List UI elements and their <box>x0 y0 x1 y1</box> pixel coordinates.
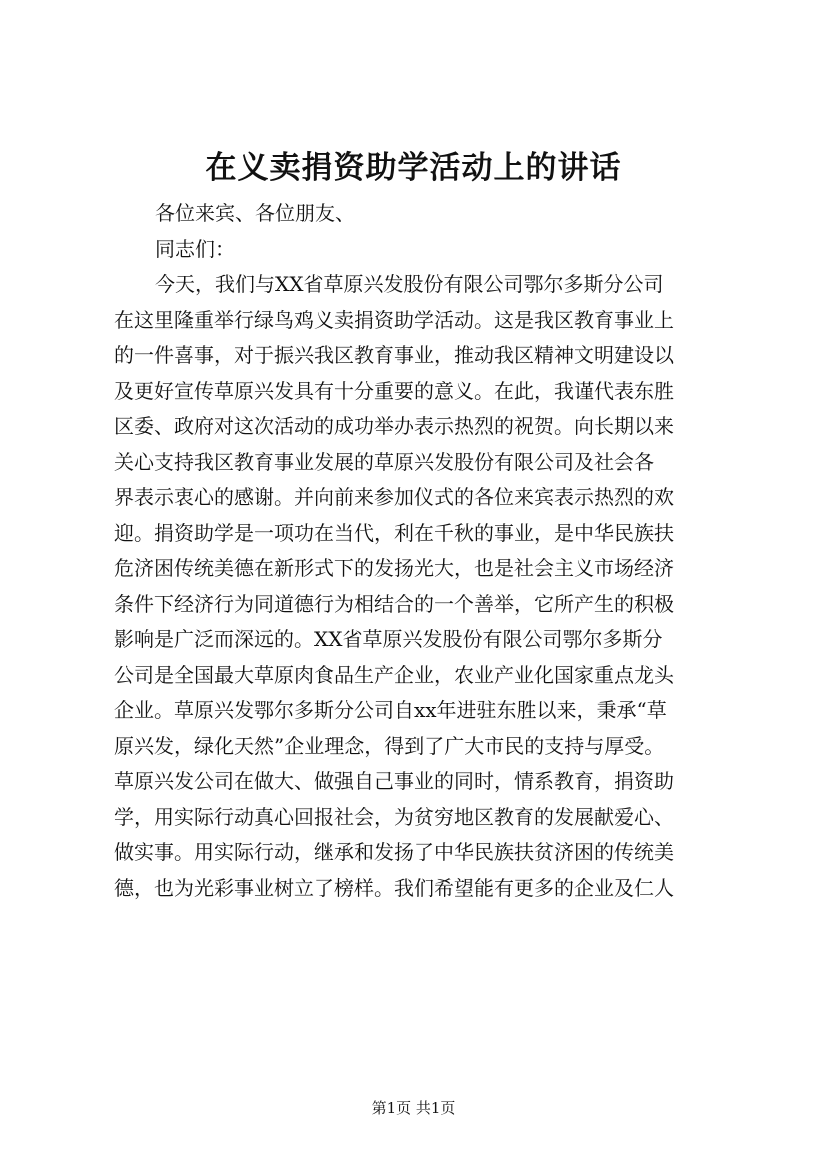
body-line: 原兴发，绿化天然”企业理念，得到了广大市民的支持与厚受。 <box>114 733 665 758</box>
body-line: 学，用实际行动真心回报社会，为贫穷地区教育的发展献爱心、 <box>114 804 674 829</box>
body-line: 做实事。用实际行动，继承和发扬了中华民族扶贫济困的传统美 <box>114 840 674 864</box>
body-line: 公司是全国最大草原肉食品生产企业，农业产业化国家重点龙头 <box>114 662 674 687</box>
body-line-paragraph-start: 今天，我们与XX省草原兴发股份有限公司鄂尔多斯分公司 <box>155 272 664 296</box>
body-line: 影响是广泛而深远的。XX省草原兴发股份有限公司鄂尔多斯分 <box>114 627 663 651</box>
body-line: 德，也为光彩事业树立了榜样。我们希望能有更多的企业及仁人 <box>114 875 674 900</box>
body-line: 的一件喜事，对于振兴我区教育事业，推动我区精神文明建设以 <box>114 343 674 367</box>
body-line: 草原兴发公司在做大、做强自己事业的同时，情系教育，捐资助 <box>114 769 674 793</box>
body-line: 区委、政府对这次活动的成功举办表示热烈的祝贺。向长期以来 <box>114 414 674 438</box>
body-line-salutation-1: 各位来宾、各位朋友、 <box>155 201 355 225</box>
body-line: 在这里隆重举行绿鸟鸡义卖捐资助学活动。这是我区教育事业上 <box>114 307 674 332</box>
body-line: 迎。捐资助学是一项功在当代，利在千秋的事业，是中华民族扶 <box>114 520 674 545</box>
body-line: 关心支持我区教育事业发展的草原兴发股份有限公司及社会各 <box>114 449 654 474</box>
body-line: 界表示衷心的感谢。并向前来参加仪式的各位来宾表示热烈的欢 <box>114 485 674 509</box>
body-line: 危济困传统美德在新形式下的发扬光大，也是社会主义市场经济 <box>114 556 674 580</box>
page-number-footer: 第1页 共1页 <box>371 1099 456 1117</box>
document-title: 在义卖捐资助学活动上的讲话 <box>205 150 622 186</box>
body-line: 及更好宣传草原兴发具有十分重要的意义。在此，我谨代表东胜 <box>114 378 674 403</box>
body-line: 条件下经济行为同道德行为相结合的一个善举，它所产生的积极 <box>114 591 674 616</box>
body-line: 企业。草原兴发鄂尔多斯分公司自xx年进驻东胜以来，秉承“草 <box>114 698 667 722</box>
body-line-salutation-2: 同志们： <box>155 236 235 261</box>
document-body <box>114 196 724 906</box>
